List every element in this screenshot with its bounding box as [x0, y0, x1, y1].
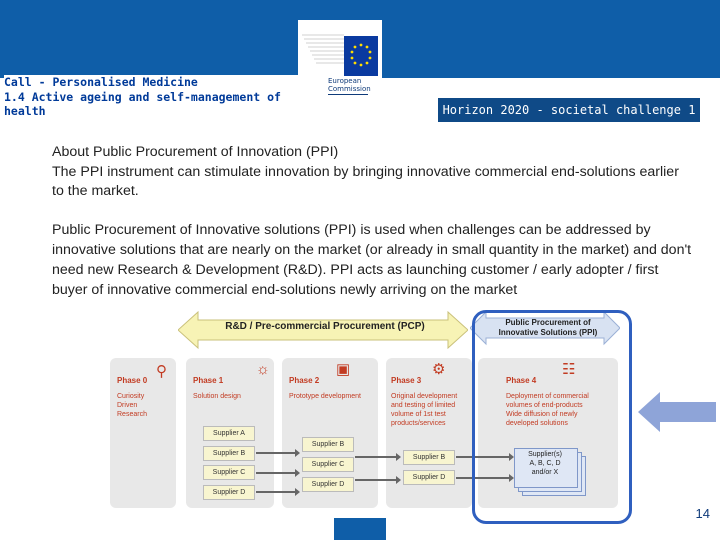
phase-desc-line: volumes of end-products — [506, 402, 583, 409]
phase-desc-line: Solution design — [193, 393, 241, 400]
flow-arrow — [256, 491, 296, 493]
supplier-box: Supplier D — [203, 485, 255, 500]
phase-0-desc — [117, 392, 147, 419]
flow-arrow — [256, 452, 296, 454]
supplier-box: Supplier B — [203, 446, 255, 461]
stack-label-line: A, B, C, D — [529, 460, 561, 467]
supplier-box: Supplier C — [302, 457, 354, 472]
challenge-badge: Horizon 2020 - societal challenge 1 — [438, 98, 700, 122]
supplier-box: Supplier A — [203, 426, 255, 441]
phase-desc-line: Wide diffusion of newly — [506, 411, 578, 418]
ppi-label-line: Public Procurement of — [505, 318, 591, 327]
call-title-line: 1.4 Active ageing and self-management of — [4, 89, 281, 104]
about-section — [52, 143, 682, 202]
lightbulb-icon: ☼ — [256, 361, 270, 378]
phase-2-desc — [289, 392, 361, 401]
phase-title: Phase 4 — [506, 376, 537, 385]
call-title — [4, 75, 298, 119]
supplier-box: Supplier D — [403, 470, 455, 485]
phase-desc-line: developed solutions — [506, 420, 568, 427]
phase-1-desc — [193, 392, 241, 401]
phase-3-desc — [391, 392, 457, 428]
phase-desc-line: and testing of limited — [391, 402, 456, 409]
supplier-box: Supplier D — [302, 477, 354, 492]
footer-tab — [334, 518, 386, 540]
logo-underline — [328, 94, 368, 95]
flow-arrow — [355, 479, 397, 481]
stack-label-line: Supplier(s) — [528, 451, 562, 458]
phase-title: Phase 1 — [193, 376, 224, 385]
phase-desc-line: Deployment of commercial — [506, 393, 589, 400]
pcp-label: R&D / Pre-commercial Procurement (PCP) — [225, 321, 425, 332]
pointer-arrow-icon — [638, 392, 716, 432]
phase-desc-line: Original development — [391, 393, 458, 400]
logo-caption-line: Commission — [328, 85, 371, 93]
stack-label-line: and/or X — [531, 469, 559, 476]
microscope-icon: ⚲ — [156, 363, 167, 380]
supplier-box: Supplier B — [302, 437, 354, 452]
phase-desc-line: Prototype development — [289, 393, 361, 400]
about-title: About Public Procurement of Innovation (PPI) — [52, 144, 339, 160]
page-number: 14 — [695, 506, 710, 521]
phase-title: Phase 2 — [289, 376, 320, 385]
phase-desc-line: Curiosity — [117, 393, 145, 400]
about-text: The PPI instrument can stimulate innovation by bringing innovative commercial end-solutions earlier to the market. — [52, 163, 679, 199]
phase-title: Phase 0 — [117, 376, 148, 385]
phase-desc-line: Research — [117, 411, 147, 418]
phase-desc-line: products/services — [391, 420, 446, 427]
supplier-box: Supplier C — [203, 465, 255, 480]
supplier-box: Supplier B — [403, 450, 455, 465]
gear-icon: ⚙ — [432, 361, 446, 378]
ppi-highlight-frame — [472, 310, 632, 524]
phase-desc-line: volume of 1st test — [391, 411, 446, 418]
logo-caption-line: European — [328, 77, 362, 85]
flow-arrow — [355, 456, 397, 458]
call-title-line: Call - Personalised Medicine — [4, 75, 198, 89]
ppi-description: Public Procurement of Innovative solutions (PPI) is used when challenges can be addressed by innovative solutions that are nearly on the market (or already in small quantity in the market) and don't need new Research & Development (R&D). PPI acts as launching customer / early adopter / first buyer of innovative commercial end-solutions newly arriving on the market — [52, 222, 692, 298]
phase-desc-line: Driven — [117, 402, 138, 409]
phase-title: Phase 3 — [391, 376, 422, 385]
cart-icon: ☷ — [562, 361, 576, 378]
call-title-line: health — [4, 104, 46, 118]
logo-caption — [328, 77, 388, 93]
flow-arrow — [256, 472, 296, 474]
monitor-icon: ▣ — [336, 361, 351, 378]
ppi-label-line: Innovative Solutions (PPI) — [498, 328, 598, 337]
eu-flag-icon — [344, 36, 378, 76]
